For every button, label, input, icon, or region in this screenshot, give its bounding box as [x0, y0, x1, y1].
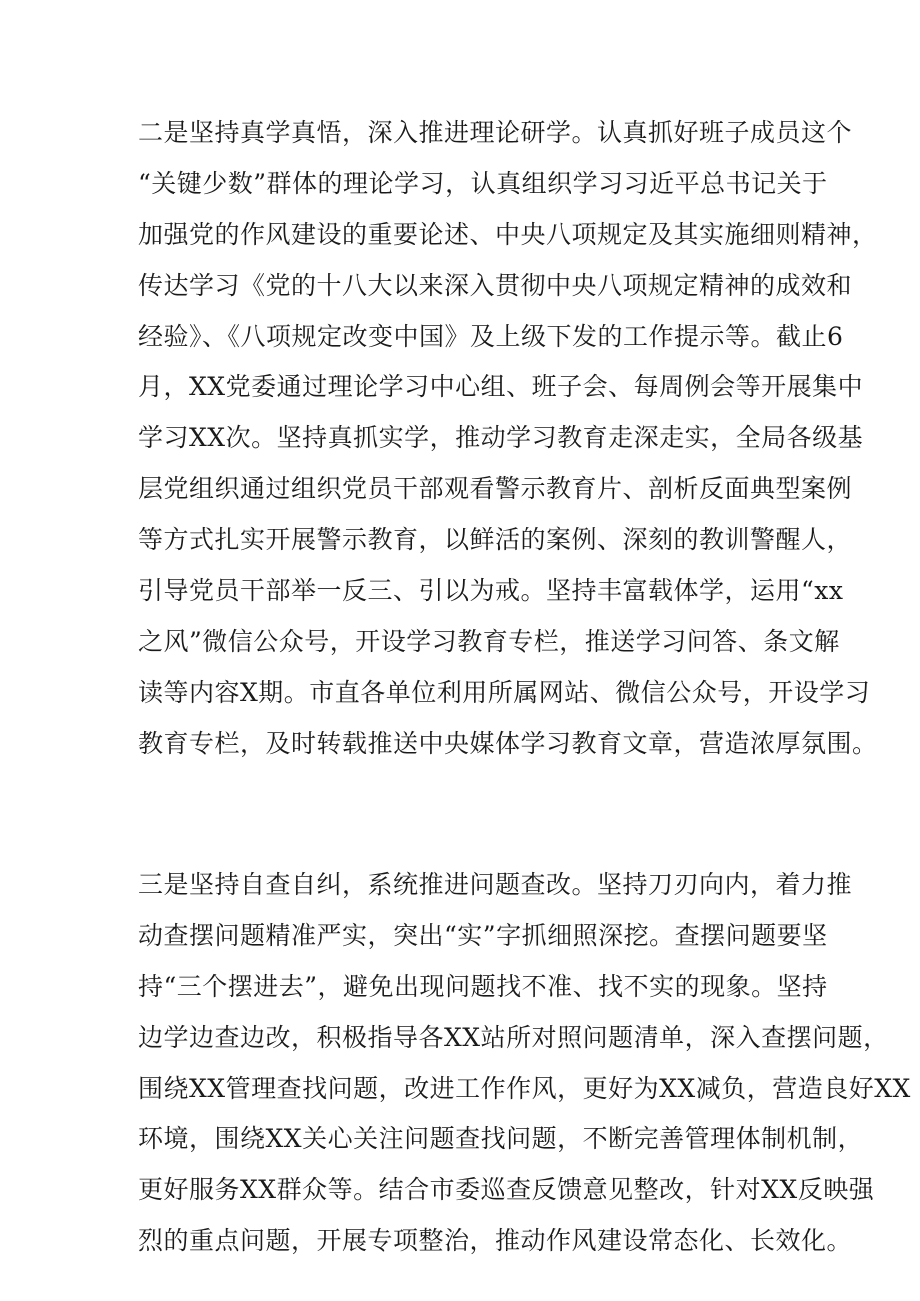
paragraph-line: 持“三个摆进去”，避免出现问题找不准、找不实的现象。坚持 — [138, 971, 828, 1001]
paragraph-line: 边学边查边改，积极指导各XX站所对照问题清单，深入查摆问题， — [138, 1022, 889, 1052]
paragraph-theory-study — [138, 108, 878, 770]
paragraph-line: 经验》、《八项规定改变中国》及上级下发的工作提示等。截止6 — [138, 321, 844, 351]
paragraph-line: “关键少数”群体的理论学习，认真组织学习习近平总书记关于 — [138, 168, 828, 198]
paragraph-line: 围绕XX管理查找问题，改进工作作风，更好为XX减负，营造良好XX — [138, 1073, 911, 1103]
paragraph-self-inspection — [138, 860, 911, 1267]
paragraph-line: 环境，围绕XX关心关注问题查找问题，不断完善管理体制机制， — [138, 1124, 864, 1154]
paragraph-line: 之风”微信公众号，开设学习教育专栏，推送学习问答、条文解 — [138, 626, 840, 656]
paragraph-line: 动查摆问题精准严实，突出“实”字抓细照深挖。查摆问题要坚 — [138, 920, 828, 950]
paragraph-line: 层党组织通过组织党员干部观看警示教育片、剖析反面典型案例 — [138, 474, 853, 504]
paragraph-line: 加强党的作风建设的重要论述、中央八项规定及其实施细则精神， — [138, 219, 878, 249]
paragraph-line: 烈的重点问题，开展专项整治，推动作风建设常态化、长效化。 — [138, 1226, 853, 1256]
paragraph-line: 教育专栏，及时转载推送中央媒体学习教育文章，营造浓厚氛围。 — [138, 728, 878, 758]
paragraph-line: 月，XX党委通过理论学习中心组、班子会、每周例会等开展集中 — [138, 372, 864, 402]
paragraph-line: 三是坚持自查自纠，系统推进问题查改。坚持刀刃向内，着力推 — [138, 870, 853, 899]
paragraph-line: 学习XX次。坚持真抓实学，推动学习教育走深走实，全局各级基 — [138, 423, 864, 453]
paragraph-line: 传达学习《党的十八大以来深入贯彻中央八项规定精神的成效和 — [138, 270, 853, 300]
paragraph-line: 更好服务XX群众等。结合市委巡查反馈意见整改，针对XX反映强 — [138, 1175, 875, 1205]
paragraph-line: 读等内容X期。市直各单位利用所属网站、微信公众号，开设学习 — [138, 677, 871, 707]
paragraph-line: 等方式扎实开展警示教育，以鲜活的案例、深刻的教训警醒人， — [138, 525, 853, 555]
paragraph-line: 引导党员干部举一反三、引以为戒。坚持丰富载体学，运用“xx — [138, 576, 844, 606]
paragraph-line: 二是坚持真学真悟，深入推进理论研学。认真抓好班子成员这个 — [138, 118, 853, 147]
